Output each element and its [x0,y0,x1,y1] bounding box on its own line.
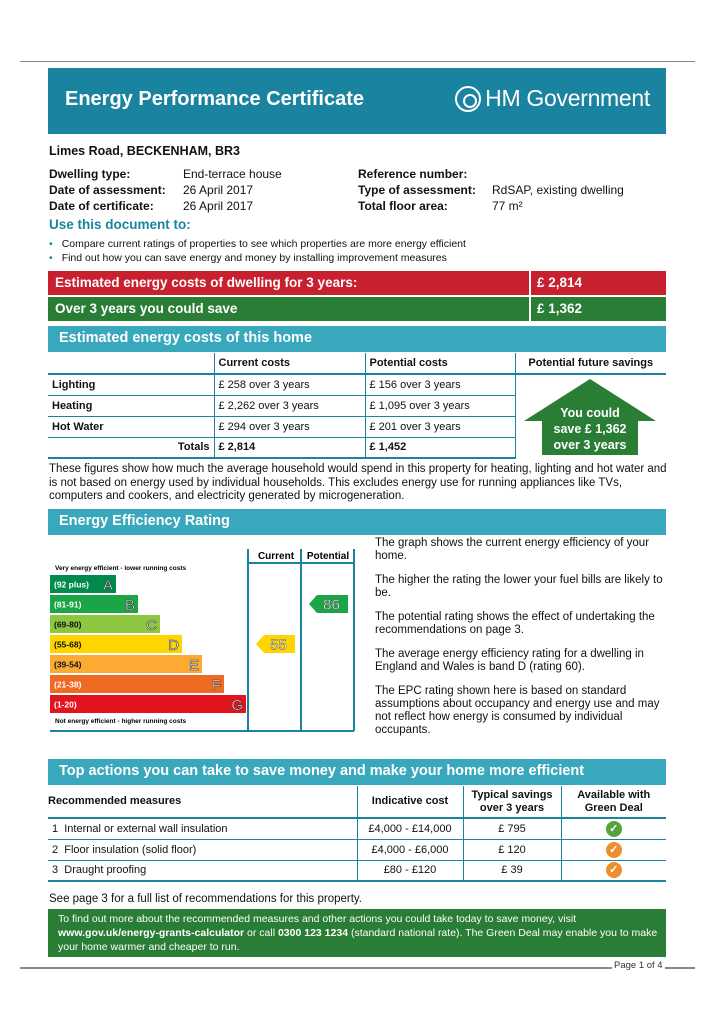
band-letter: D [168,637,179,654]
band-letter: B [124,597,135,614]
eer-explanation: The average energy efficiency rating for a dwelling in England and Wales is band D (rating 60). [375,648,644,673]
see-page-note: See page 3 for a full list of recommendations for this property. [49,893,362,905]
bottom-rule [20,967,695,969]
assessment-type-value: RdSAP, existing dwelling [492,183,624,197]
eer-explanation: The graph shows the current energy efficiency of your home. [375,537,650,562]
royal-crest-icon [455,86,481,112]
band-letter: E [188,657,199,674]
eer-section-title: Energy Efficiency Rating [48,509,666,535]
reference-label: Reference number: [358,167,468,181]
savings-banner [48,297,666,321]
table-row: Lighting £ 258 over 3 years £ 156 over 3 years [48,374,666,395]
date-assessment-value: 26 April 2017 [183,183,254,197]
table-header: Typical savings over 3 years [463,786,561,818]
table-row: 1 Internal or external wall insulation £4,000 - £14,000 £ 795 ✓ [48,818,666,839]
eer-explanation: The higher the rating the lower your fuel bills are likely to be. [375,574,663,599]
band-range-label: (92 plus) [54,579,89,590]
table-header-savings: Potential future savings [515,353,666,374]
band-range-label: (81-91) [54,599,82,610]
eer-explanation: The EPC rating shown here is based on standard assumptions about occupancy and energy use and may not reflect how energy is consumed by individual occupants. [375,685,660,736]
hm-government-logo [455,85,650,112]
current-rating-value: 55 [270,636,287,654]
savings-arrow: You could save £ 1,362 over 3 years [524,379,656,455]
table-row: Hot Water £ 294 over 3 years £ 201 over 3 years [48,416,666,437]
phone-number: 0300 123 1234 [277,927,349,939]
inefficient-note: Not energy efficient - higher running costs [55,718,187,725]
eer-explanations [375,537,670,748]
property-details [49,166,282,214]
green-check-icon: ✓ [606,821,622,837]
band-letter: C [146,617,157,634]
current-column-header: Current [257,551,295,562]
date-certificate-label: Date of certificate: [49,199,154,213]
list-item: • Compare current ratings of properties to see which properties are more energy efficient [49,237,466,251]
table-header [48,353,214,374]
eer-explanation: The potential rating shows the effect of undertaking the recommendations on page 3. [375,611,655,636]
potential-column-header: Potential [306,551,350,562]
costs-note: These figures show how much the average household would spend in this property for heating, lighting and hot water and is not based on energy used by individual households. This excludes energy use for running appliances like TVs, computers and cookers, and electricity generated by microgeneration. [49,463,667,502]
page-number: Page 1 of 4 [614,960,663,971]
band-range-label: (55-68) [54,639,82,650]
table-header: Available with Green Deal [561,786,666,818]
efficient-note: Very energy efficient - lower running costs [55,565,187,572]
costs-section-title: Estimated energy costs of this home [48,326,666,352]
table-row: 2 Floor insulation (solid floor) £4,000 - £6,000 £ 120 ✓ [48,839,666,860]
page-header [48,68,666,134]
table-header: Recommended measures [48,786,357,818]
band-letter: F [211,677,221,694]
page-title: Energy Performance Certificate [65,88,365,110]
date-certificate-value: 26 April 2017 [183,199,254,213]
band-range-label: (21-38) [54,679,82,690]
grants-calculator-link[interactable]: www.gov.uk/energy-grants-calculator [58,927,245,939]
band-letter: G [231,697,243,714]
band-letter: A [102,577,113,594]
estimated-costs-value: £ 2,814 [529,271,666,295]
potential-rating-value: 86 [323,596,340,614]
top-rule [20,61,695,62]
band-range-label: (69-80) [54,619,82,630]
estimated-costs-label: Estimated energy costs of dwelling for 3 years: [55,275,358,290]
table-row: 3 Draught proofing £80 - £120 £ 39 ✓ [48,860,666,881]
green-deal-info: To find out more about the recommended measures and other actions you could take today to save money, visit www.gov.uk/energy-grants-calculator or call 0300 123 1234 (standard national rate). The Green Deal may enable you to make your home warmer and cheaper to run. [48,909,666,957]
assessment-type-label: Type of assessment: [358,183,476,197]
list-item: • Find out how you can save energy and money by installing improvement measures [49,251,466,265]
use-document-title: Use this document to: [49,217,191,232]
table-header-current: Current costs [214,353,365,374]
date-assessment-label: Date of assessment: [49,183,166,197]
table-header: Indicative cost [357,786,463,818]
floor-area-value: 77 m² [492,199,523,213]
table-header-potential: Potential costs [365,353,515,374]
band-range-label: (39-54) [54,659,82,670]
reference-details [358,166,624,214]
dwelling-type-label: Dwelling type: [49,167,131,181]
savings-label: Over 3 years you could save [55,301,238,316]
energy-rating-chart [48,545,356,733]
use-document-list [49,237,466,265]
band-g [50,695,246,713]
table-row: Heating £ 2,262 over 3 years £ 1,095 over 3 years [48,395,666,416]
estimated-costs-banner [48,271,666,295]
actions-table [48,786,666,882]
orange-check-icon: ✓ [606,842,622,858]
property-address: Limes Road, BECKENHAM, BR3 [49,144,240,158]
savings-value: £ 1,362 [529,297,666,321]
floor-area-label: Total floor area: [358,199,448,213]
government-name: HM Government [485,85,650,111]
dwelling-type-value: End-terrace house [183,167,282,181]
band-range-label: (1-20) [54,699,77,710]
orange-check-icon: ✓ [606,862,622,878]
totals-row: Totals £ 2,814 £ 1,452 [48,437,666,458]
actions-section-title: Top actions you can take to save money and make your home more efficient [48,759,666,785]
